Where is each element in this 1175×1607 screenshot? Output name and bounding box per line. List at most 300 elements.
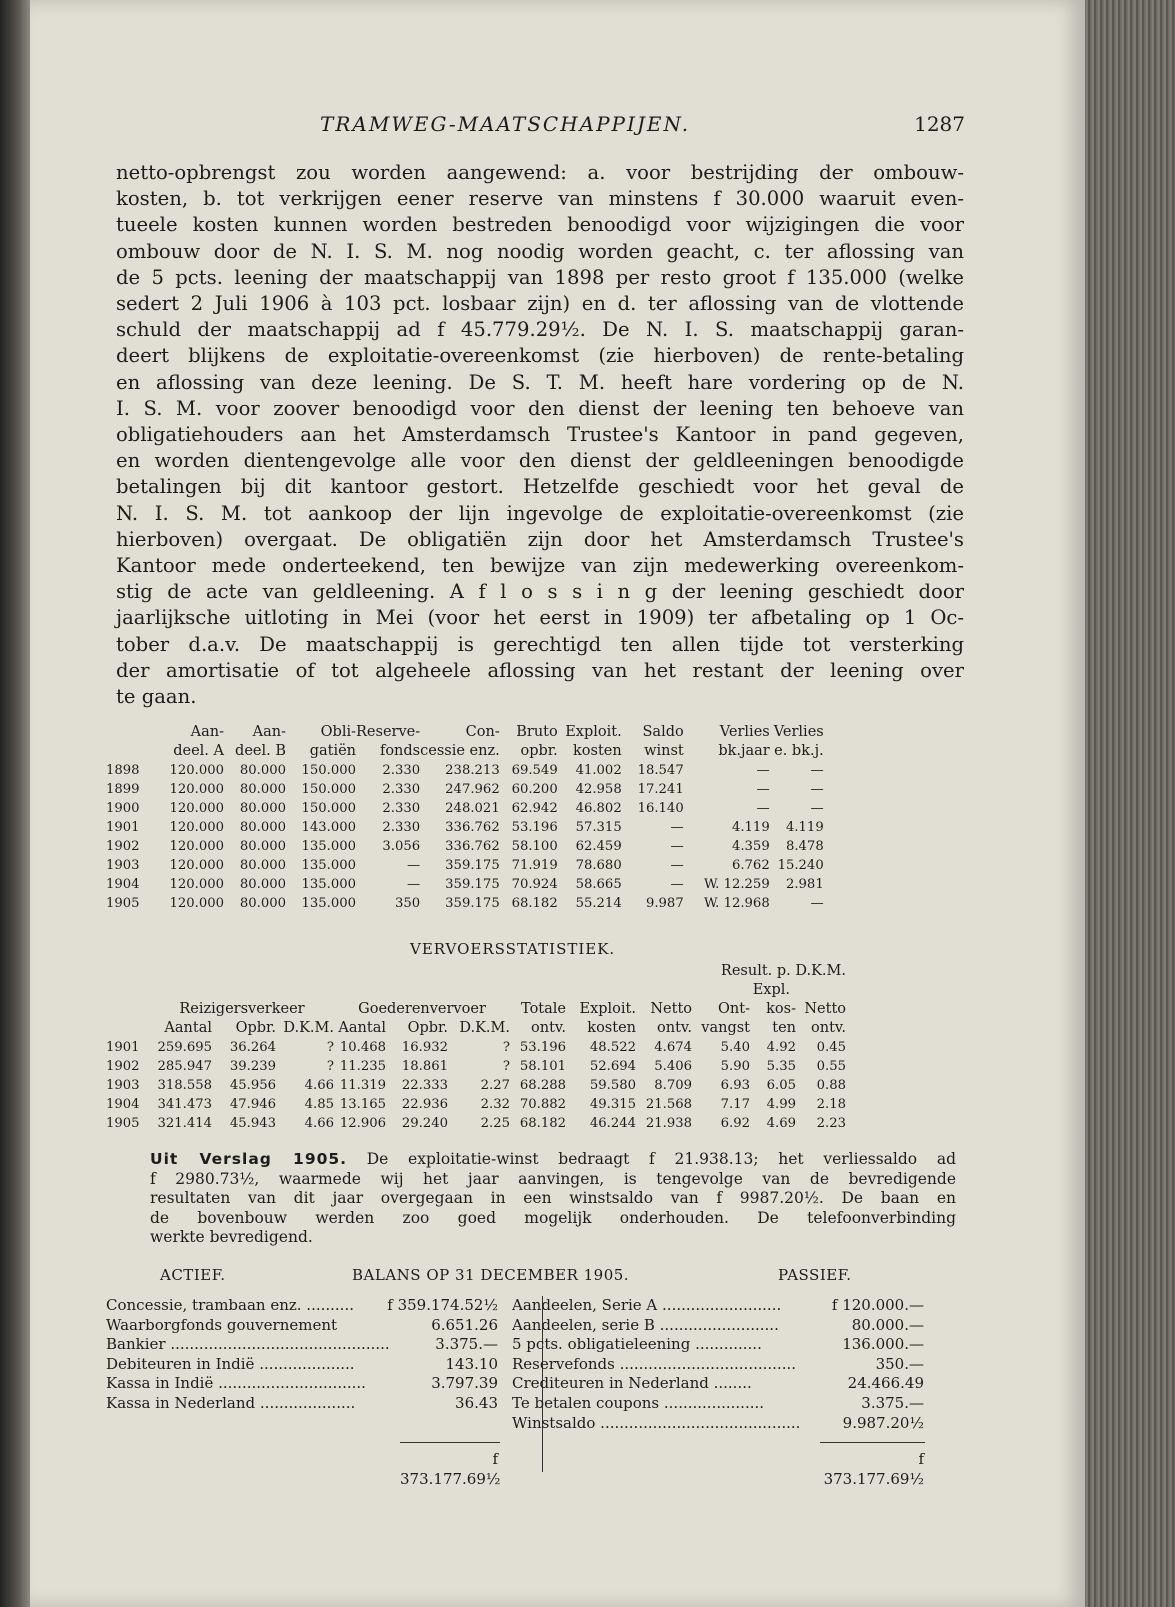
- table-cell: 11.319: [339, 1078, 386, 1093]
- column-head: winst: [644, 743, 684, 759]
- table-cell: 1905: [106, 896, 140, 911]
- table-cell: 1905: [106, 1116, 140, 1131]
- table-cell: 22.333: [401, 1078, 448, 1093]
- column-head: fonds: [379, 743, 421, 759]
- table-cell: 1904: [106, 1097, 140, 1112]
- column-head: Totale: [521, 1001, 566, 1017]
- table-cell: 135.000: [301, 896, 356, 911]
- passief-total: f 373.177.69½: [823, 1450, 924, 1488]
- table-cell: 41.002: [575, 763, 622, 778]
- header-row: [106, 1019, 846, 1038]
- column-head: Exploit.: [579, 1001, 636, 1017]
- table-cell: —: [756, 801, 770, 816]
- column-head: ontv.: [811, 1020, 846, 1036]
- table-cell: 21.568: [645, 1097, 692, 1112]
- column-head: Con-: [465, 724, 500, 740]
- table-cell: 58.665: [575, 877, 622, 892]
- blank-cell: [106, 1000, 150, 1019]
- table-cell: 68.288: [519, 1078, 566, 1093]
- table-cell: 135.000: [301, 839, 356, 854]
- table-cell: 55.214: [575, 896, 622, 911]
- balance-row: [106, 1394, 498, 1414]
- table-cell: 4.674: [654, 1040, 692, 1055]
- table-cell: 4.99: [766, 1097, 796, 1112]
- table-cell: 39.239: [229, 1059, 276, 1074]
- table-cell: 4.66: [304, 1116, 334, 1131]
- table-cell: 150.000: [301, 782, 356, 797]
- group-row: [106, 962, 846, 981]
- table-cell: 45.943: [229, 1116, 276, 1131]
- text-line: jaarlijksche uitloting in Mei (voor het eerst in 1909) ter afbetaling op 1 Oc-: [116, 606, 964, 630]
- table-cell: 60.200: [511, 782, 558, 797]
- table-cell: 46.244: [589, 1116, 636, 1131]
- column-head: ontv.: [531, 1020, 566, 1036]
- text-line: sedert 2 Juli 1906 à 103 pct. losbaar zijn) en d. ter aflossing van de vlottende: [116, 292, 964, 316]
- blank-cell: [106, 1019, 150, 1038]
- text-line: de bovenbouw werden zoo goed mogelijk onderhouden. De telefoonverbinding: [150, 1208, 956, 1227]
- balance-amount: 24.466.49: [847, 1374, 924, 1393]
- table-cell: 70.882: [519, 1097, 566, 1112]
- column-head: opbr.: [520, 743, 558, 759]
- column-head: Netto: [804, 1001, 846, 1017]
- balance-amount: 6.651.26: [431, 1315, 498, 1334]
- table-cell: 150.000: [301, 801, 356, 816]
- table-cell: 1903: [106, 1078, 140, 1093]
- table-cell: 9.987: [645, 896, 684, 911]
- table-cell: 120.000: [169, 763, 224, 778]
- table-cell: 5.40: [720, 1040, 750, 1055]
- table-cell: —: [406, 858, 421, 873]
- column-head: kos-: [766, 1001, 796, 1017]
- text-line: I. S. M. voor zoover benoodigd voor den dienst der leening ten behoeve van: [116, 396, 964, 420]
- transport-stats-table: [106, 962, 846, 1133]
- table-cell: 47.946: [229, 1097, 276, 1112]
- table-cell: 0.45: [816, 1040, 846, 1055]
- balance-amount: 9.987.20½: [842, 1413, 924, 1432]
- table-cell: 1902: [106, 839, 140, 854]
- table-cell: 80.000: [239, 896, 286, 911]
- column-head: vangst: [701, 1020, 750, 1036]
- balance-label: Reservefonds .....................................: [512, 1354, 796, 1373]
- table-cell: 3.056: [382, 839, 421, 854]
- table-cell: 359.175: [445, 877, 500, 892]
- table-cell: 8.709: [654, 1078, 692, 1093]
- table-cell: 4.85: [304, 1097, 334, 1112]
- table-cell: 70.924: [511, 877, 558, 892]
- balance-label: Concessie, trambaan enz. ..........: [106, 1296, 354, 1314]
- table-cell: 359.175: [445, 858, 500, 873]
- column-head: D.K.M.: [283, 1020, 334, 1036]
- table-cell: 2.981: [785, 877, 824, 892]
- table-cell: 80.000: [239, 763, 286, 778]
- table-cell: 5.90: [720, 1059, 750, 1074]
- table-cell: 120.000: [169, 858, 224, 873]
- table-cell: 2.27: [480, 1078, 510, 1093]
- column-head: Bruto: [516, 724, 558, 740]
- table-cell: 5.35: [766, 1059, 796, 1074]
- report-lead: Uit Verslag 1905.: [150, 1150, 348, 1168]
- column-head: kosten: [573, 743, 622, 759]
- table-cell: 12.906: [339, 1116, 386, 1131]
- table-cell: W. 12.259: [703, 877, 770, 892]
- column-head: ten: [772, 1020, 796, 1036]
- column-head: deel. A: [173, 743, 224, 759]
- table-cell: 11.235: [339, 1059, 386, 1074]
- text-line: [150, 1150, 956, 1170]
- text-line: f 2980.73½, waarmede wij het jaar aanvingen, is tengevolge van de bevredigende: [150, 1169, 956, 1188]
- table-cell: 49.315: [589, 1097, 636, 1112]
- table-cell: 10.468: [339, 1040, 386, 1055]
- balance-label: 5 pcts. obligatieleening ..............: [512, 1335, 762, 1354]
- text-line: schuld der maatschappij ad f 45.779.29½. De N. I. S. maatschappij garan-: [116, 318, 964, 342]
- table-cell: 2.330: [382, 782, 421, 797]
- table-cell: 150.000: [301, 763, 356, 778]
- table-cell: 2.32: [480, 1097, 510, 1112]
- column-head: Verlies: [719, 724, 770, 740]
- column-head: Exploit.: [565, 724, 622, 740]
- table-cell: —: [670, 820, 684, 835]
- balance-label: Bankier ..............................................: [106, 1335, 390, 1354]
- table-cell: 1900: [106, 801, 140, 816]
- table-cell: 135.000: [301, 877, 356, 892]
- balance-row: [106, 1296, 498, 1316]
- balance-row: [512, 1394, 924, 1414]
- balance-row: [106, 1374, 498, 1394]
- table-cell: 247.962: [445, 782, 500, 797]
- table-cell: 1902: [106, 1059, 140, 1074]
- table-row: [106, 894, 824, 913]
- balance-row: [512, 1414, 924, 1434]
- table-cell: 2.23: [816, 1116, 846, 1131]
- table-cell: ?: [502, 1059, 510, 1074]
- table-cell: 120.000: [169, 896, 224, 911]
- table-cell: 1901: [106, 820, 140, 835]
- body-paragraph: [116, 160, 964, 710]
- column-head: Opbr.: [235, 1020, 276, 1036]
- table-cell: 80.000: [239, 858, 286, 873]
- text-line: der amortisatie of tot algeheele aflossing van het restant der leening over: [116, 658, 964, 682]
- table-cell: 62.459: [575, 839, 622, 854]
- actief-total: f 373.177.69½: [400, 1450, 501, 1488]
- table-cell: 143.000: [301, 820, 356, 835]
- balance-row: [512, 1355, 924, 1375]
- table-cell: 259.695: [157, 1040, 212, 1055]
- table-cell: 1898: [106, 763, 140, 778]
- table-cell: 0.88: [816, 1078, 846, 1093]
- table-cell: 4.359: [731, 839, 770, 854]
- table-cell: 15.240: [777, 858, 824, 873]
- table-cell: 285.947: [157, 1059, 212, 1074]
- table-cell: 18.861: [401, 1059, 448, 1074]
- table-cell: 17.241: [637, 782, 684, 797]
- text-line: en aflossing van deze leening. De S. T. M. heeft hare vordering op de N.: [116, 370, 964, 394]
- actief-sum-line: [400, 1442, 500, 1443]
- table-cell: 58.100: [511, 839, 558, 854]
- text-line: tober d.a.v. De maatschappij is gerechtigd ten allen tijde tot versterking: [116, 632, 964, 656]
- table-cell: 48.522: [589, 1040, 636, 1055]
- table-cell: 120.000: [169, 839, 224, 854]
- text-line: N. I. S. M. tot aankoop der lijn ingevolge de exploitatie-overeenkomst (zie: [116, 501, 964, 525]
- balance-amount: 80.000.—: [851, 1315, 924, 1334]
- column-head: Verlies: [773, 724, 824, 740]
- blank-cell: [106, 742, 150, 761]
- column-head: Aan-: [190, 724, 224, 740]
- table-cell: 2.25: [480, 1116, 510, 1131]
- table-row: [106, 818, 824, 837]
- table-row: [106, 856, 824, 875]
- text-line: obligatiehouders aan het Amsterdamsch Trustee's Kantoor in pand gegeven,: [116, 423, 964, 447]
- table-cell: 1899: [106, 782, 140, 797]
- text-line: betalingen bij dit kantoor gestort. Hetzelfde geschiedt voor het geval de: [116, 475, 964, 499]
- text-line: Kantoor mede onderteekend, ten bewijze van zijn medewerking overeenkom-: [116, 554, 964, 578]
- table-cell: 120.000: [169, 801, 224, 816]
- table-cell: 120.000: [169, 782, 224, 797]
- balance-amount: 36.43: [455, 1393, 498, 1412]
- table-cell: 318.558: [157, 1078, 212, 1093]
- table-cell: ?: [326, 1040, 334, 1055]
- table-cell: 46.802: [575, 801, 622, 816]
- table-cell: 336.762: [445, 839, 500, 854]
- table-cell: 80.000: [239, 782, 286, 797]
- table-cell: 16.140: [637, 801, 684, 816]
- table-row: [106, 780, 824, 799]
- table-cell: 6.762: [731, 858, 770, 873]
- table-cell: 321.414: [157, 1116, 212, 1131]
- table-cell: ?: [502, 1040, 510, 1055]
- passief-sum-line: [820, 1442, 925, 1443]
- table-cell: W. 12.968: [703, 896, 770, 911]
- table-cell: 1903: [106, 858, 140, 873]
- balance-row: [512, 1335, 924, 1355]
- balance-label: Aandeelen, serie B .........................: [512, 1315, 779, 1334]
- column-head: kosten: [587, 1020, 636, 1036]
- text-line: kosten, b. tot verkrijgen eener reserve van minstens f 30.000 waaruit even-: [116, 187, 964, 211]
- table-cell: 238.213: [445, 763, 500, 778]
- table-cell: 80.000: [239, 839, 286, 854]
- table-cell: 4.119: [785, 820, 824, 835]
- balance-row: [106, 1316, 498, 1336]
- table-cell: 69.549: [511, 763, 558, 778]
- table-cell: 80.000: [239, 801, 286, 816]
- text-line: en worden dientengevolge alle voor den dienst der geldleeningen benoodigde: [116, 449, 964, 473]
- table-cell: 80.000: [239, 820, 286, 835]
- table-cell: —: [756, 782, 770, 797]
- column-head: Saldo: [642, 724, 684, 740]
- column-head: Aan-: [252, 724, 286, 740]
- actief-list: [106, 1296, 498, 1414]
- book-page: [30, 0, 1085, 1607]
- table-cell: 6.05: [766, 1078, 796, 1093]
- blank-cell: [106, 723, 150, 742]
- column-head: Netto: [650, 1001, 692, 1017]
- report-line: De exploitatie-winst bedraagt f 21.938.13; het verliessaldo ad: [347, 1150, 956, 1168]
- table-cell: 68.182: [511, 896, 558, 911]
- text-line: de 5 pcts. leening der maatschappij van 1898 per resto groot f 135.000 (welke: [116, 265, 964, 289]
- text-line: stig de acte van geldleening. A f l o s s i n g der leening geschiedt door: [116, 580, 964, 604]
- table-cell: 4.119: [731, 820, 770, 835]
- table-row: [106, 1114, 846, 1133]
- table-cell: 248.021: [445, 801, 500, 816]
- table-cell: 62.942: [511, 801, 558, 816]
- table-row: [106, 875, 824, 894]
- passief-list: [512, 1296, 924, 1433]
- balance-label: Kassa in Indië ...............................: [106, 1374, 366, 1393]
- actief-heading: ACTIEF.: [160, 1266, 226, 1284]
- column-head: D.K.M.: [459, 1020, 510, 1036]
- table-cell: 68.182: [519, 1116, 566, 1131]
- table-cell: 120.000: [169, 820, 224, 835]
- page-number: 1287: [914, 112, 965, 136]
- table-cell: ?: [326, 1059, 334, 1074]
- balance-label: Aandeelen, Serie A .........................: [512, 1296, 782, 1314]
- table-cell: 8.478: [785, 839, 824, 854]
- page-edges: [1085, 0, 1175, 1607]
- table-cell: 80.000: [239, 877, 286, 892]
- balance-amount: 3.375.—: [861, 1393, 924, 1412]
- table-cell: 341.473: [157, 1097, 212, 1112]
- balance-row: [106, 1355, 498, 1375]
- table-cell: 52.694: [589, 1059, 636, 1074]
- text-line: deert blijkens de exploitatie-overeenkomst (zie hierboven) de rente-betaling: [116, 344, 964, 368]
- table-cell: 53.196: [511, 820, 558, 835]
- table-cell: 42.958: [575, 782, 622, 797]
- balance-row: [106, 1335, 498, 1355]
- column-head: Reserve-: [356, 724, 421, 740]
- table-row: [106, 1095, 846, 1114]
- book-spine: [0, 0, 30, 1607]
- balance-amount: f 120.000.—: [831, 1296, 924, 1314]
- balance-label: Waarborgfonds gouvernement: [106, 1315, 338, 1334]
- balance-label: Kassa in Nederland ....................: [106, 1393, 356, 1412]
- table-cell: 22.936: [401, 1097, 448, 1112]
- table-cell: —: [670, 877, 684, 892]
- table-cell: —: [810, 801, 824, 816]
- balance-amount: 350.—: [875, 1354, 924, 1373]
- table-cell: —: [406, 877, 421, 892]
- table-cell: 57.315: [575, 820, 622, 835]
- table-cell: 135.000: [301, 858, 356, 873]
- column-head: Obli-: [320, 724, 356, 740]
- balance-row: [512, 1316, 924, 1336]
- text-line: tueele kosten kunnen worden bestreden benoodigd voor wijzigingen die voor: [116, 213, 964, 237]
- table-cell: 13.165: [339, 1097, 386, 1112]
- table-cell: 4.92: [766, 1040, 796, 1055]
- table-row: [106, 1057, 846, 1076]
- balance-title: BALANS OP 31 DECEMBER 1905.: [352, 1266, 630, 1284]
- table-row: [106, 1038, 846, 1057]
- text-line: hierboven) overgaat. De obligatiën zijn door het Amsterdamsch Trustee's: [116, 527, 964, 551]
- column-head: Aantal: [338, 1020, 386, 1036]
- table-cell: 5.406: [654, 1059, 692, 1074]
- table-cell: 18.547: [637, 763, 684, 778]
- column-head: ontv.: [657, 1020, 692, 1036]
- table-cell: 4.69: [766, 1116, 796, 1131]
- table-cell: —: [810, 763, 824, 778]
- table-cell: 1901: [106, 1040, 140, 1055]
- table-cell: 6.92: [720, 1116, 750, 1131]
- table-cell: 29.240: [401, 1116, 448, 1131]
- table-cell: 36.264: [229, 1040, 276, 1055]
- table-cell: 4.66: [304, 1078, 334, 1093]
- column-head: e. bk.j.: [774, 743, 824, 759]
- table-row: [106, 761, 824, 780]
- report-paragraph: [150, 1150, 956, 1248]
- text-line: werkte bevredigend.: [150, 1228, 313, 1246]
- balance-amount: 3.375.—: [435, 1335, 498, 1354]
- column-head: Aantal: [164, 1020, 212, 1036]
- table-cell: 6.93: [720, 1078, 750, 1093]
- finance-table: [106, 723, 824, 913]
- table-cell: 7.17: [720, 1097, 750, 1112]
- table-cell: 336.762: [445, 820, 500, 835]
- passief-heading: PASSIEF.: [778, 1266, 852, 1284]
- table-cell: 120.000: [169, 877, 224, 892]
- balance-amount: f 359.174.52½: [387, 1296, 498, 1314]
- balance-amount: 136.000.—: [842, 1335, 924, 1354]
- text-line: ombouw door de N. I. S. M. nog noodig worden geacht, c. ter aflossing van: [116, 239, 964, 263]
- column-head: gatiën: [309, 743, 356, 759]
- table-cell: 0.55: [816, 1059, 846, 1074]
- table-cell: 2.330: [382, 820, 421, 835]
- text-line: te gaan.: [116, 685, 197, 709]
- column-head: Opbr.: [407, 1020, 448, 1036]
- balance-row: [512, 1374, 924, 1394]
- table-cell: 53.196: [519, 1040, 566, 1055]
- balance-label: Te betalen coupons .....................: [512, 1393, 765, 1412]
- table-cell: —: [756, 763, 770, 778]
- table-cell: 2.18: [816, 1097, 846, 1112]
- result-group: Result. p. D.K.M.: [720, 963, 846, 979]
- goederen-group: Goederenvervoer: [358, 1001, 486, 1017]
- table-cell: —: [810, 896, 824, 911]
- header-row: [106, 1000, 846, 1019]
- table-cell: 78.680: [575, 858, 622, 873]
- table-cell: 2.330: [382, 801, 421, 816]
- table-cell: 58.101: [519, 1059, 566, 1074]
- table-cell: 1904: [106, 877, 140, 892]
- group-row: [106, 981, 846, 1000]
- balance-label: Winstsaldo ..........................................: [512, 1413, 801, 1432]
- column-head: cessie enz.: [420, 743, 500, 759]
- table-cell: 2.330: [382, 763, 421, 778]
- table-cell: 71.919: [511, 858, 558, 873]
- expl-group: Expl.: [752, 982, 790, 998]
- table-cell: —: [670, 858, 684, 873]
- page-header: [30, 112, 1085, 142]
- table-cell: —: [810, 782, 824, 797]
- table-cell: 45.956: [229, 1078, 276, 1093]
- section-title: VERVOERSSTATISTIEK.: [410, 940, 616, 958]
- table-cell: 359.175: [445, 896, 500, 911]
- balance-amount: 3.797.39: [431, 1374, 498, 1393]
- column-head: bk.jaar: [718, 743, 770, 759]
- table-row: [106, 1076, 846, 1095]
- column-head: deel. B: [235, 743, 286, 759]
- running-head: TRAMWEG-MAATSCHAPPIJEN.: [320, 112, 691, 136]
- column-head: Ont-: [718, 1001, 750, 1017]
- text-line: resultaten van dit jaar overgegaan in een winstsaldo van f 9987.20½. De baan en: [150, 1189, 956, 1207]
- balance-amount: 143.10: [445, 1354, 498, 1373]
- table-row: [106, 799, 824, 818]
- balance-row: [512, 1296, 924, 1316]
- reizigers-group: Reizigersverkeer: [179, 1001, 305, 1017]
- table-cell: 16.932: [401, 1040, 448, 1055]
- table-cell: 350: [394, 896, 421, 911]
- text-line: netto-opbrengst zou worden aangewend: a. voor bestrijding der ombouw-: [116, 161, 964, 184]
- table-cell: 21.938: [645, 1116, 692, 1131]
- balance-label: Crediteuren in Nederland ........: [512, 1374, 752, 1393]
- table-cell: 59.580: [589, 1078, 636, 1093]
